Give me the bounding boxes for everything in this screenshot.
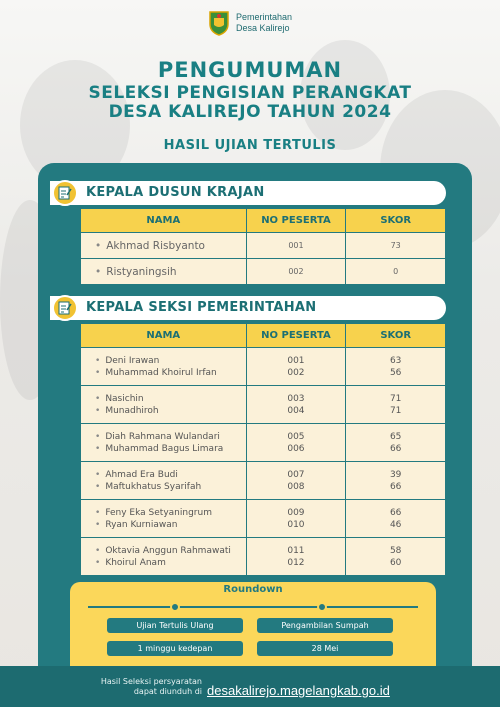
participant-name: • Ristyaningsih bbox=[95, 266, 177, 278]
step-1-when: 1 minggu kedepan bbox=[107, 641, 243, 656]
timeline-dot bbox=[170, 602, 180, 612]
participant-no: 004 bbox=[287, 405, 305, 416]
result-heading: HASIL UJIAN TERTULIS bbox=[163, 138, 337, 153]
table-row bbox=[81, 348, 446, 386]
table-row bbox=[81, 233, 446, 259]
participant-name: • Maftukhatus Syarifah bbox=[95, 481, 246, 493]
participant-name: • Akhmad Risbyanto bbox=[95, 240, 205, 252]
table-row bbox=[81, 538, 446, 576]
participant-score: 46 bbox=[389, 519, 402, 530]
participant-name: • Diah Rahmana Wulandari bbox=[95, 431, 246, 443]
participant-name: • Feny Eka Setyaningrum bbox=[95, 507, 246, 519]
participant-score: 71 bbox=[389, 393, 402, 404]
org-line1: Pemerintahan bbox=[235, 12, 293, 22]
table-row bbox=[81, 259, 446, 285]
footer-note bbox=[101, 677, 202, 697]
participant-name: • Muhammad Khoirul Irfan bbox=[95, 367, 246, 379]
participant-no: 011 bbox=[287, 545, 305, 556]
col-number: NO PESERTA bbox=[246, 324, 346, 348]
roundown-title: Roundown bbox=[223, 584, 283, 595]
footer-note-line2: dapat diunduh di bbox=[133, 687, 202, 696]
timeline-dot bbox=[317, 602, 327, 612]
participant-score: 73 bbox=[346, 233, 446, 259]
step-2-when: 28 Mei bbox=[257, 641, 393, 656]
participant-name: • Munadhiroh bbox=[95, 405, 246, 417]
org-header bbox=[0, 10, 500, 36]
table-row bbox=[81, 386, 446, 424]
participant-no: 002 bbox=[246, 259, 346, 285]
participant-score: 71 bbox=[389, 405, 402, 416]
participant-score: 0 bbox=[346, 259, 446, 285]
participant-name: • Ahmad Era Budi bbox=[95, 469, 246, 481]
participant-score: 39 bbox=[389, 469, 402, 480]
participant-name: • Ryan Kurniawan bbox=[95, 519, 246, 531]
participant-no: 006 bbox=[287, 443, 305, 454]
step-1-label: Ujian Tertulis Ulang bbox=[107, 618, 243, 633]
table-row bbox=[81, 462, 446, 500]
participant-no: 010 bbox=[287, 519, 305, 530]
table-row bbox=[81, 500, 446, 538]
subtitle-line-1: SELEKSI PENGISIAN PERANGKAT bbox=[88, 83, 412, 103]
participant-score: 66 bbox=[389, 507, 402, 518]
section-title-kasi: KEPALA SEKSI PEMERINTAHAN bbox=[50, 296, 446, 320]
page-subtitle bbox=[0, 84, 500, 122]
col-name: NAMA bbox=[81, 209, 247, 233]
checklist-icon bbox=[52, 295, 78, 321]
participant-score: 65 bbox=[389, 431, 402, 442]
participant-name: • Muhammad Bagus Limara bbox=[95, 443, 246, 455]
timeline-line bbox=[88, 606, 418, 608]
participant-score: 56 bbox=[389, 367, 402, 378]
participant-no: 009 bbox=[287, 507, 305, 518]
participant-name: • Khoirul Anam bbox=[95, 557, 246, 569]
org-line2: Desa Kalirejo bbox=[235, 23, 290, 33]
participant-score: 58 bbox=[389, 545, 402, 556]
col-score: SKOR bbox=[346, 209, 446, 233]
participant-name: • Nasichin bbox=[95, 393, 246, 405]
footer-note-line1: Hasil Seleksi persyaratan bbox=[100, 677, 202, 686]
subtitle-line-2: DESA KALIREJO TAHUN 2024 bbox=[108, 102, 392, 122]
table-kadus bbox=[80, 208, 446, 285]
participant-no: 012 bbox=[287, 557, 305, 568]
participant-no: 001 bbox=[287, 355, 305, 366]
village-crest-icon bbox=[208, 10, 230, 36]
participant-score: 66 bbox=[389, 443, 402, 454]
table-row bbox=[81, 424, 446, 462]
participant-no: 005 bbox=[287, 431, 305, 442]
participant-no: 007 bbox=[287, 469, 305, 480]
participant-score: 60 bbox=[389, 557, 402, 568]
step-2-label: Pengambilan Sumpah bbox=[257, 618, 393, 633]
participant-name: • Deni Irawan bbox=[95, 355, 246, 367]
table-kasi bbox=[80, 323, 446, 576]
section-title-kadus: KEPALA DUSUN KRAJAN bbox=[50, 181, 446, 205]
col-score: SKOR bbox=[346, 324, 446, 348]
footer bbox=[0, 666, 500, 707]
page-title: PENGUMUMAN bbox=[157, 58, 343, 82]
download-link[interactable]: desakalirejo.magelangkab.go.id bbox=[207, 683, 390, 698]
participant-no: 003 bbox=[287, 393, 305, 404]
participant-no: 001 bbox=[246, 233, 346, 259]
participant-name: • Oktavia Anggun Rahmawati bbox=[95, 545, 246, 557]
participant-no: 002 bbox=[287, 367, 305, 378]
participant-score: 63 bbox=[389, 355, 402, 366]
col-name: NAMA bbox=[81, 324, 247, 348]
participant-score: 66 bbox=[389, 481, 402, 492]
col-number: NO PESERTA bbox=[246, 209, 346, 233]
participant-no: 008 bbox=[287, 481, 305, 492]
checklist-icon bbox=[52, 180, 78, 206]
